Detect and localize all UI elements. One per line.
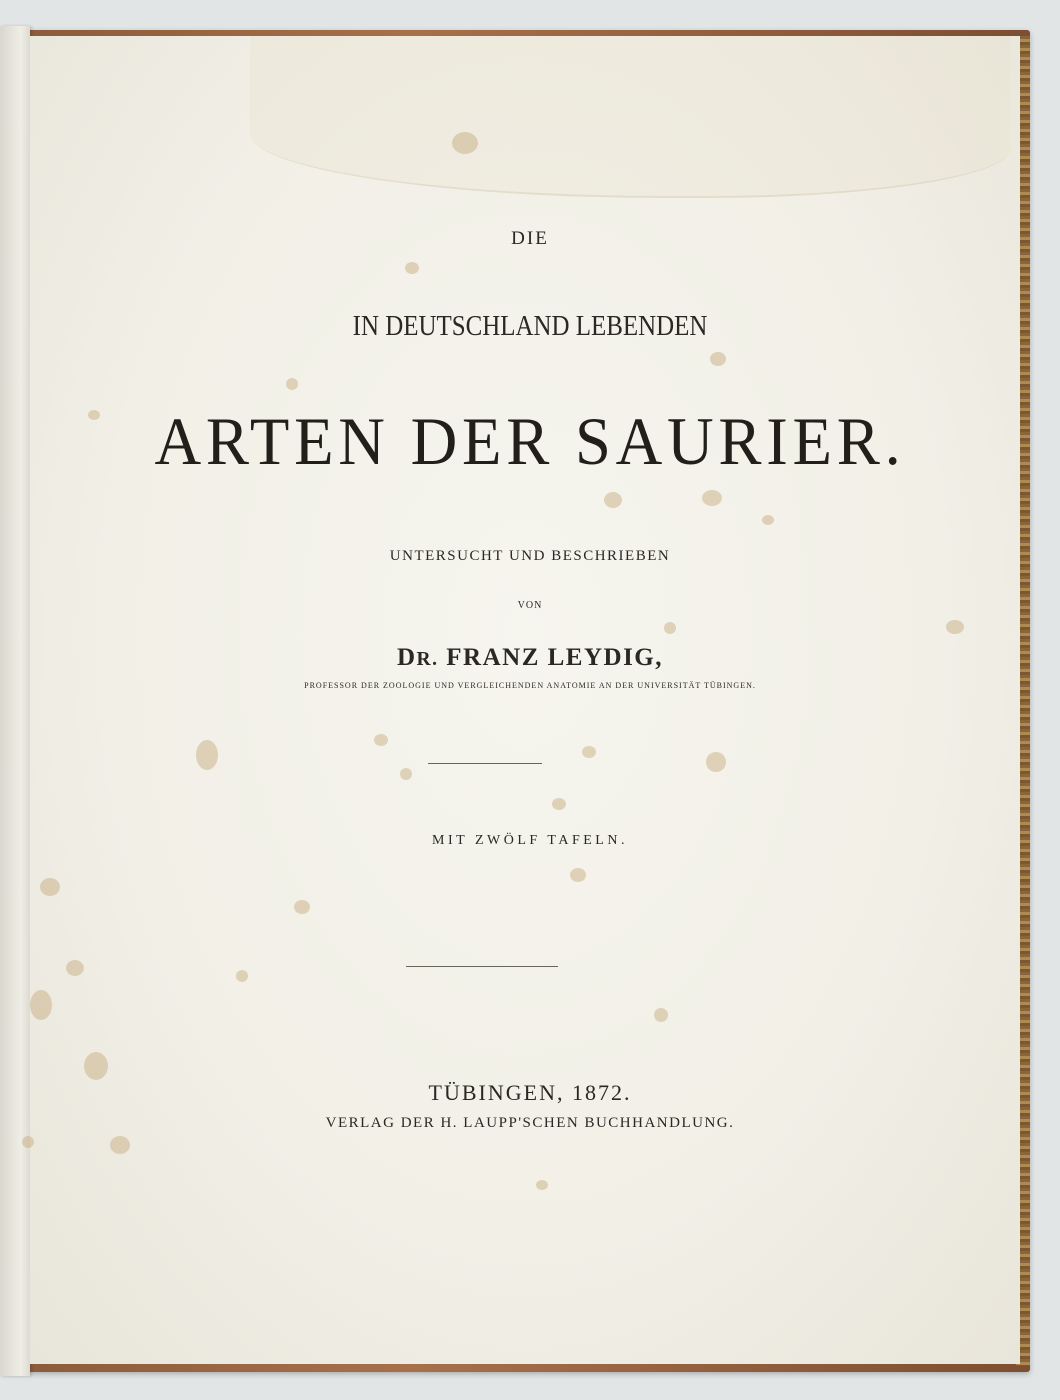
author-title-rest: R. <box>416 649 439 670</box>
author-name <box>0 644 1060 672</box>
foxing-spot <box>110 1136 130 1154</box>
subtitle-line: IN DEUTSCHLAND LEBENDEN <box>352 310 708 342</box>
foxing-spot <box>706 752 726 772</box>
foxing-spot <box>452 132 478 154</box>
foxing-spot <box>40 878 60 896</box>
foxing-spot <box>552 798 566 810</box>
foxing-spot <box>405 262 419 274</box>
author-affiliation: PROFESSOR DER ZOOLOGIE UND VERGLEICHENDEN ANATOMIE AN DER UNIVERSITÄT TÜBINGEN. <box>304 681 756 690</box>
foxing-spot <box>570 868 586 882</box>
publisher-line: VERLAG DER H. LAUPP'SCHEN BUCHHANDLUNG. <box>325 1115 735 1131</box>
foxing-spot <box>236 970 248 982</box>
by-line: VON <box>517 600 543 611</box>
foxing-spot <box>22 1136 34 1148</box>
title-article: DIE <box>511 228 549 249</box>
author-full-name: FRANZ LEYDIG, <box>446 644 664 671</box>
foxing-spot <box>286 378 298 390</box>
foxing-spot <box>196 740 218 770</box>
foxing-spot <box>66 960 84 976</box>
foxing-spot <box>400 768 412 780</box>
foxing-spot <box>84 1052 108 1080</box>
foxing-spot <box>374 734 388 746</box>
author-title-initial: D <box>396 644 417 671</box>
foxing-spot <box>536 1180 548 1190</box>
foxing-spot <box>710 352 726 366</box>
examined-described-line: UNTERSUCHT UND BESCHRIEBEN <box>389 548 671 564</box>
foxing-spot <box>30 990 52 1020</box>
foxing-spot <box>654 1008 668 1022</box>
main-title: ARTEN DER SAURIER. <box>154 403 906 479</box>
water-stain <box>250 36 1010 198</box>
foxing-spot <box>604 492 622 508</box>
plates-count: MIT ZWÖLF TAFELN. <box>432 833 628 848</box>
divider-rule <box>406 966 558 967</box>
divider-rule <box>428 763 542 764</box>
foxing-spot <box>294 900 310 914</box>
place-and-year: TÜBINGEN, 1872. <box>428 1080 632 1105</box>
foxing-spot <box>946 620 964 634</box>
foxing-spot <box>702 490 722 506</box>
foxing-spot <box>762 515 774 525</box>
foxing-spot <box>582 746 596 758</box>
foxing-spot <box>664 622 676 634</box>
